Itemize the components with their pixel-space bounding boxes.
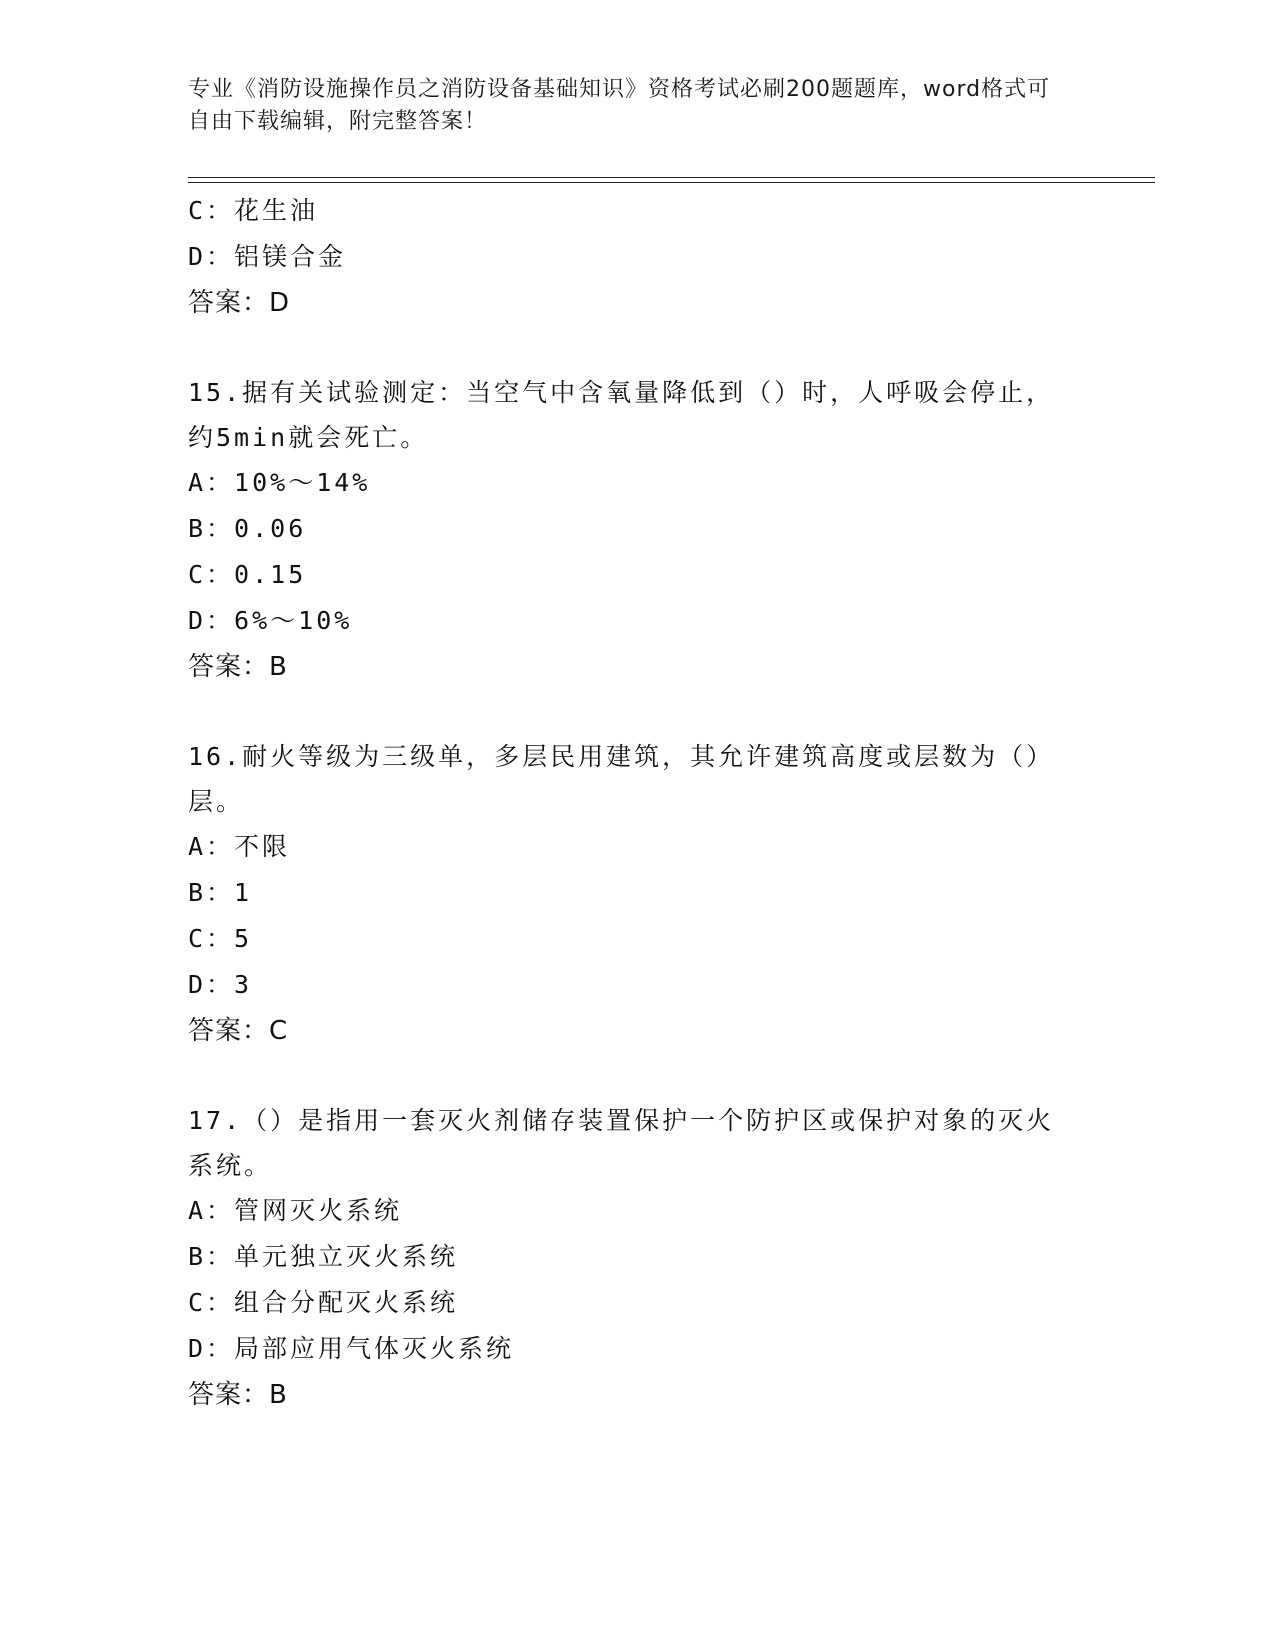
question-text: 15.据有关试验测定：当空气中含氧量降低到（）时，人呼吸会停止，约5min就会死亡。 bbox=[188, 378, 1055, 452]
option-b: B：1 bbox=[188, 878, 253, 907]
option-c: C：组合分配灭火系统 bbox=[188, 1288, 459, 1317]
option-c: C：0.15 bbox=[188, 560, 307, 589]
question-15 bbox=[188, 370, 1088, 690]
option-a: A：不限 bbox=[188, 832, 291, 861]
question-text: 17.（）是指用一套灭火剂储存装置保护一个防护区或保护对象的灭火系统。 bbox=[188, 1106, 1055, 1180]
header-rule-bottom bbox=[188, 182, 1155, 183]
question-17 bbox=[188, 1098, 1088, 1418]
question-text: 16.耐火等级为三级单，多层民用建筑，其允许建筑高度或层数为（）层。 bbox=[188, 742, 1055, 816]
answer: 答案：D bbox=[188, 288, 291, 318]
option-d: D：局部应用气体灭火系统 bbox=[188, 1334, 515, 1363]
answer: 答案：B bbox=[188, 1380, 288, 1410]
option-c: C：花生油 bbox=[188, 196, 319, 225]
question-list bbox=[188, 188, 1088, 1418]
option-d: D：3 bbox=[188, 970, 253, 999]
option-a: A：10%～14% bbox=[188, 468, 371, 497]
question-16 bbox=[188, 734, 1088, 1054]
header-rule-top bbox=[188, 177, 1155, 178]
option-d: D：铝镁合金 bbox=[188, 242, 347, 271]
partial-question-14 bbox=[188, 188, 1088, 326]
option-a: A：管网灭火系统 bbox=[188, 1196, 403, 1225]
answer: 答案：B bbox=[188, 652, 288, 682]
option-d: D：6%～10% bbox=[188, 606, 353, 635]
option-b: B：0.06 bbox=[188, 514, 307, 543]
answer: 答案：C bbox=[188, 1016, 289, 1046]
document-header: 专业《消防设施操作员之消防设备基础知识》资格考试必刷200题题库，word格式可自由下载编辑，附完整答案！ bbox=[188, 77, 1051, 134]
option-c: C：5 bbox=[188, 924, 253, 953]
option-b: B：单元独立灭火系统 bbox=[188, 1242, 459, 1271]
